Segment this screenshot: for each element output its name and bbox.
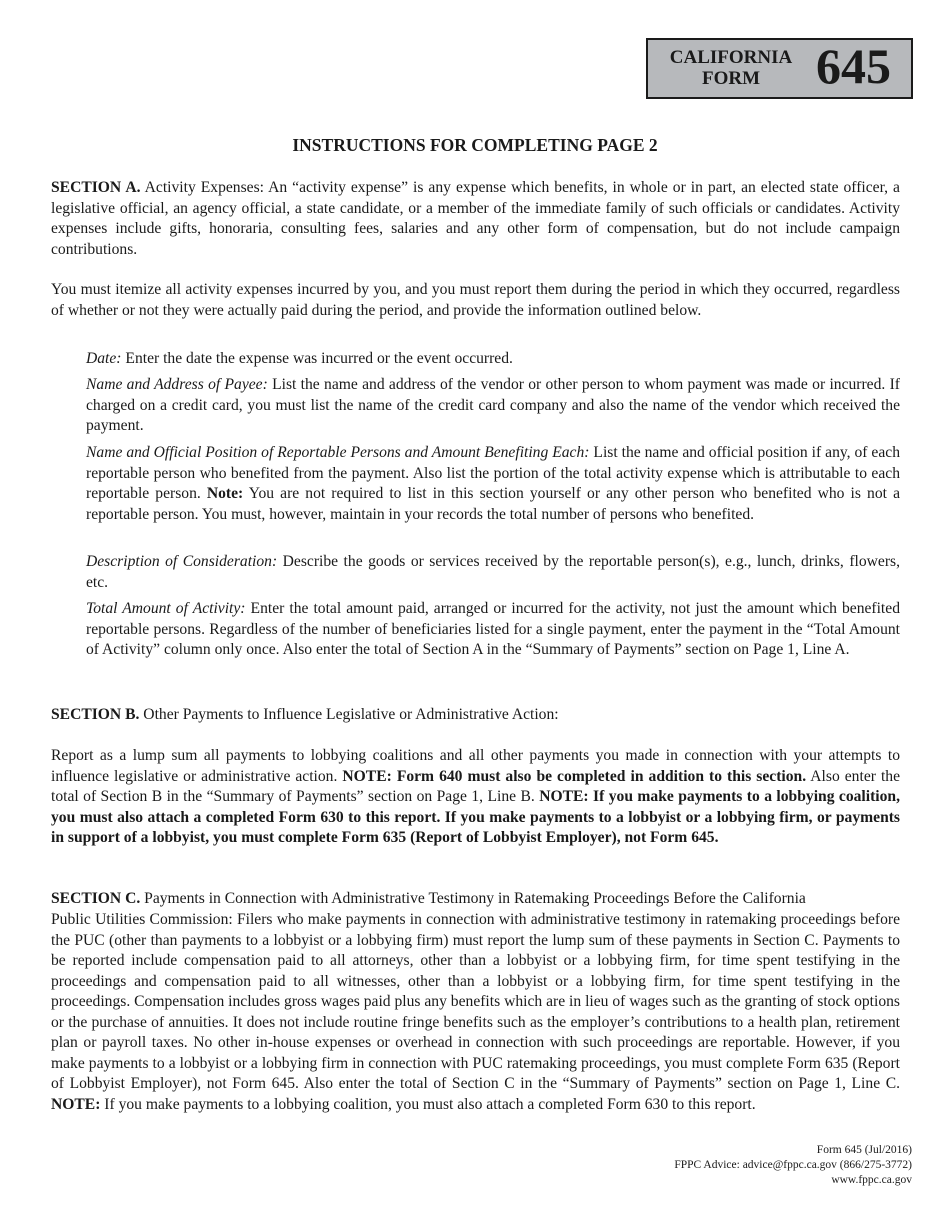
item-consideration [86, 552, 900, 593]
footer-website: www.fppc.ca.gov [831, 1174, 912, 1186]
item-total [86, 599, 900, 661]
item-consideration-text: Describe the goods or services received by the reportable person(s), e.g., lunch, drinks, flowers, etc. [86, 553, 900, 591]
form-number: 645 [816, 38, 891, 94]
section-c-heading: SECTION C. [51, 890, 141, 907]
footer-form-version: Form 645 (Jul/2016) [816, 1144, 912, 1156]
section-c-intro [51, 889, 900, 910]
section-b-text2: Also enter the total of Section B in the “Summary of Payments” section on Page 1, Line B. [51, 767, 901, 805]
item-payee [86, 375, 900, 437]
footer-advice: FPPC Advice: advice@fppc.ca.gov (866/275-3772) [674, 1159, 912, 1171]
item-reportable-note-text: You are not required to list in this section yourself or any other person who benefited who is not a reportable person. You must, however, maintain in your records the total number of persons who benefited. [86, 485, 900, 523]
section-c-note-text: If you make payments to a lobbying coalition, you must also attach a completed Form 630 to this report. [100, 1095, 756, 1113]
section-a-itemize: You must itemize all activity expenses incurred by you, and you must report them during the period in which they occurred, regardless of whether or not they were actually paid during the period, and provide the information outlined below. [51, 281, 900, 319]
section-b-note1: NOTE: Form 640 must also be completed in addition to this section. [342, 767, 807, 785]
section-b-body [51, 746, 900, 849]
form-box-label [656, 47, 806, 89]
item-consideration-label: Description of Consideration: [86, 553, 278, 570]
page-footer [674, 1143, 912, 1188]
section-b-text1: Report as a lump sum all payments to lobbying coalitions and all other payments you made in connection with your attempts to influence legislative or administrative action. [51, 747, 900, 785]
section-c-note-label: NOTE: [51, 1095, 101, 1113]
section-b-intro [51, 705, 900, 726]
section-c-text1: Public Utilities Commission: Filers who make payments in connection with administrative testimony in ratemaking proceedings before the PUC (other than payments to a lobbyist or a lobbying firm) must report the lump sum of these payments in Section C. Payments to be reported include compensation paid to all attorneys, other than a lobbyist or a lobbying firm, for time spent testifying in the proceedings and compensation paid to all witnesses, other than a lobbyist or a lobbying firm, for time spent testifying in the proceedings. Compensation includes gross wages paid plus any benefits which are in lieu of wages such as the granting of stock options or the purchase of annuities. It does not include routine fringe benefits such as the employer’s contributions to a health plan, retirement plan or payroll taxes. No other in-house expenses or overhead in connection with such proceedings are reportable. However, if you make payments to a lobbyist or a lobbying firm in connection with PUC ratemaking proceedings, you must complete Form 635 (Report of Lobbyist Employer), not Form 645. Also enter the total of Section C in the “Summary of Payments” section on Page 1, Line C. [51, 911, 900, 1092]
item-reportable-text: List the name and official position if any, of each reportable person who benefited from the payment. Also list the portion of the total activity expense which is attributable to each reportable person. [86, 444, 900, 502]
page-title: INSTRUCTIONS FOR COMPLETING PAGE 2 [292, 135, 658, 155]
section-b-intro-text: Other Payments to Influence Legislative or Administrative Action: [139, 706, 559, 723]
item-payee-text: List the name and address of the vendor or other person to whom payment was made or incurred. If charged on a credit card, you must list the name of the credit card company and also the name of the vendor which received the payment. [86, 376, 900, 434]
section-a-intro [51, 178, 900, 260]
section-c-intro-text: Payments in Connection with Administrative Testimony in Ratemaking Proceedings Before the California [140, 890, 806, 907]
item-total-label: Total Amount of Activity: [86, 600, 246, 617]
section-b-note2: NOTE: If you make payments to a lobbying coalition, you must also attach a completed Form 630 to this report. If you make payments to a lobbyist or a lobbying firm, or payments in support of a lobbyist, you must complete Form 635 (Report of Lobbyist Employer), not Form 645. [51, 788, 900, 846]
item-date-text: Enter the date the expense was incurred or the event occurred. [121, 350, 513, 367]
section-b-heading: SECTION B. [51, 706, 140, 723]
form-box-line1: CALIFORNIA [669, 47, 793, 68]
item-reportable-label: Name and Official Position of Reportable Persons and Amount Benefiting Each: [86, 444, 590, 461]
item-total-text: Enter the total amount paid, arranged or incurred for the activity, not just the amount which benefited reportable persons. Regardless of the number of beneficiaries listed for a single payment, enter the payment in the “Total Amount of Activity” column only once. Also enter the total of Section A in the “Summary of Payments” section on Page 1, Line A. [86, 600, 900, 658]
section-a-heading: SECTION A. [51, 179, 141, 196]
item-payee-label: Name and Address of Payee: [86, 376, 268, 393]
item-date-label: Date: [86, 350, 122, 367]
item-reportable-note-label: Note: [206, 485, 244, 502]
section-c-body [51, 910, 900, 1115]
item-reportable [86, 443, 900, 525]
section-a-intro-text: Activity Expenses: An “activity expense” is any expense which benefits, in whole or in part, an elected state officer, a legislative official, an agency official, a state candidate, or a member of the immediate family of such officials or candidates. Activity expenses include gifts, honoraria, consulting fees, salaries and any other form of compensation, but do not include campaign contributions. [51, 179, 900, 258]
form-box-line2: FORM [701, 68, 761, 89]
form-number-box [646, 38, 913, 99]
item-date [86, 349, 900, 370]
